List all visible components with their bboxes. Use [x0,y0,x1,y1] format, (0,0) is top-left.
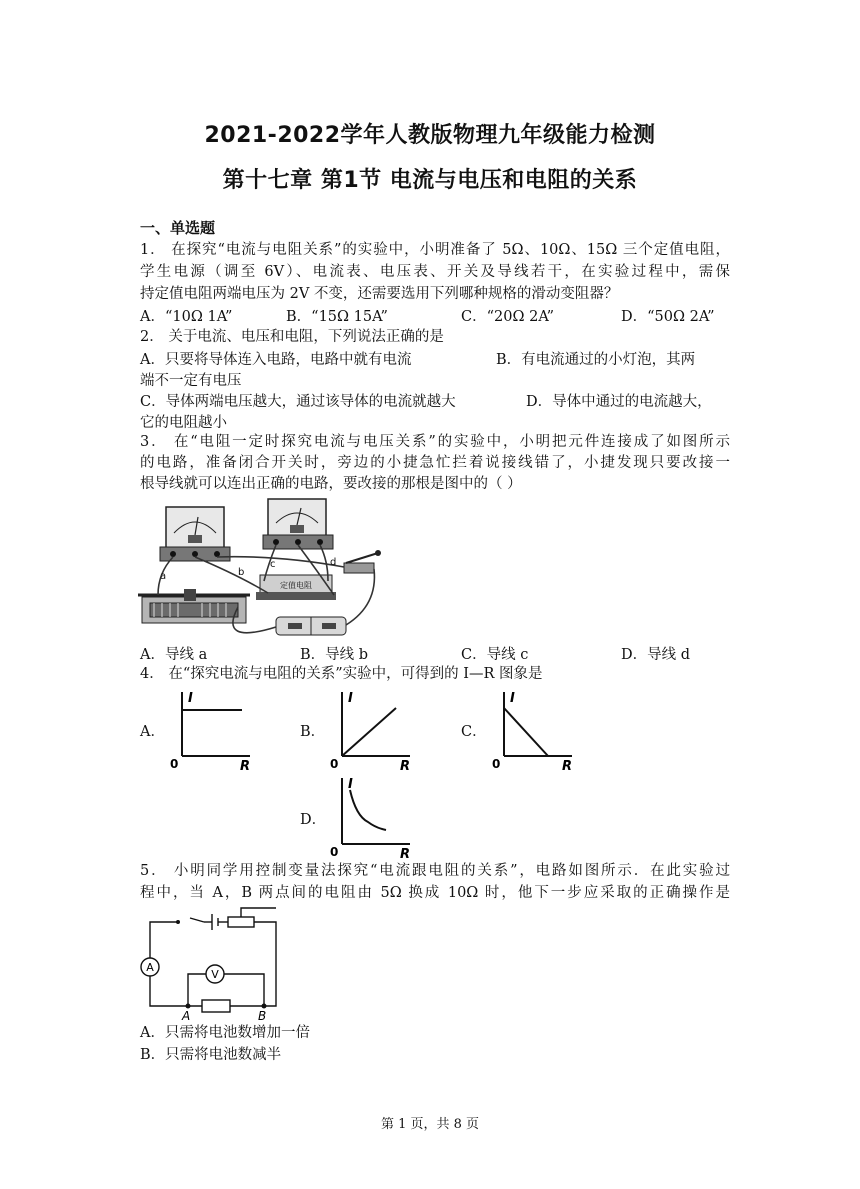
switch-lever [190,918,204,922]
q2-option-d-cont: 它的电阻越小 [140,415,227,431]
q3-line1: 3． 在“电阻一定时探究电流与电压关系”的实验中，小明把元件连接成了如图所示 [140,434,730,450]
q4-graph-c [490,686,582,770]
q1-option-a[interactable]: A．“10Ω 1A” [140,309,233,325]
q4-stem: 4． 在“探究电流与电阻的关系”实验中，可得到的 I—R 图象是 [140,666,543,682]
x-axis-label: R [400,847,411,858]
q1-line3: 持定值电阻两端电压为 2V 不变，还需要选用下列哪种规格的滑动变阻器？ [140,286,619,302]
q2-option-b-cont: 端不一定有电压 [140,373,242,389]
q1-option-c[interactable]: C．“20Ω 2A” [461,309,555,325]
q5-option-a[interactable]: A．只需将电池数增加一倍 [140,1025,310,1041]
q3-line3: 根导线就可以连出正确的电路，要改接的那根是图中的（ ） [140,476,522,492]
x-axis-label: R [400,759,411,770]
doc-subtitle: 第十七章 第1节 电流与电压和电阻的关系 [222,168,638,193]
q2-option-c[interactable]: C．导体两端电压越大，通过该导体的电流就越大 [140,394,456,410]
q3-option-b[interactable]: B．导线 b [300,647,369,663]
point-b-label: B [258,1009,267,1020]
y-axis-label: I [348,691,353,706]
svg-text:A: A [146,961,154,974]
q4-graph-b [328,686,420,770]
q2-option-b[interactable]: B．有电流通过的小灯泡，其两 [496,352,696,368]
q2-stem: 2． 关于电流、电压和电阻，下列说法正确的是 [140,329,444,345]
q4-graph-d [328,772,420,858]
resistor-label: 定值电阻 [280,581,312,590]
q5-option-b[interactable]: B．只需将电池数减半 [140,1047,282,1063]
q3-line2: 的电路，准备闭合开关时，旁边的小捷急忙拦着说接线错了，小捷发现只要改接一 [140,455,730,471]
q3-option-c[interactable]: C．导线 c [461,647,529,663]
q4-option-c[interactable]: C． [461,724,487,740]
point-a-label: A [182,1009,191,1020]
q1-option-b[interactable]: B．“15Ω 15A” [286,309,388,325]
q2-option-d[interactable]: D．导体中通过的电流越大， [526,394,712,410]
q2-option-a[interactable]: A．只要将导体连入电路，电路中就有电流 [140,352,412,368]
y-axis-label: I [188,691,193,706]
q3-option-d[interactable]: D．导线 d [621,647,691,663]
q5-line1: 5． 小明同学用控制变量法探究“电流跟电阻的关系”，电路如图所示．在此实验过 [140,863,730,879]
wire-label-b: b [238,567,245,578]
wire-label-c: c [270,559,276,570]
ammeter-icon [160,507,230,561]
q3-option-a[interactable]: A．导线 a [140,647,208,663]
q5-circuit-diagram [134,904,284,1020]
wire-label-d: d [330,557,337,568]
q4-option-b[interactable]: B． [300,724,326,740]
origin-label: 0 [492,757,501,770]
q4-graph-a [168,686,260,770]
page-footer: 第 1 页，共 8 页 [380,1117,480,1132]
q4-option-a[interactable]: A． [140,724,165,740]
y-axis-label: I [348,777,353,792]
ammeter-icon [141,958,159,976]
x-axis-label: R [240,759,251,770]
origin-label: 0 [330,845,339,858]
battery-icon [276,617,346,635]
q1-line2: 学生电源（调至 6V）、电流表、电压表、开关及导线若干，在实验过程中，需保 [140,264,730,280]
voltmeter-icon [206,965,224,983]
x-axis-label: R [562,759,573,770]
origin-label: 0 [330,757,339,770]
q1-line1: 1． 在探究“电流与电阻关系”的实验中，小明准备了 5Ω、10Ω、15Ω 三个定值电阻， [140,242,730,258]
voltmeter-icon [263,499,333,549]
y-axis-label: I [510,691,515,706]
q5-line2: 程中，当 A，B 两点间的电阻由 5Ω 换成 10Ω 时，他下一步应采取的正确操作是 [140,885,730,901]
origin-label: 0 [170,757,179,770]
q4-option-d[interactable]: D． [300,812,327,828]
q1-option-d[interactable]: D．“50Ω 2A” [621,309,715,325]
q3-circuit-diagram [138,495,388,643]
svg-text:V: V [211,968,219,981]
resistor-box-icon [256,575,336,600]
wire-label-a: a [160,571,167,582]
doc-title: 2021-2022学年人教版物理九年级能力检测 [204,123,656,148]
section-heading: 一、单选题 [140,219,216,237]
